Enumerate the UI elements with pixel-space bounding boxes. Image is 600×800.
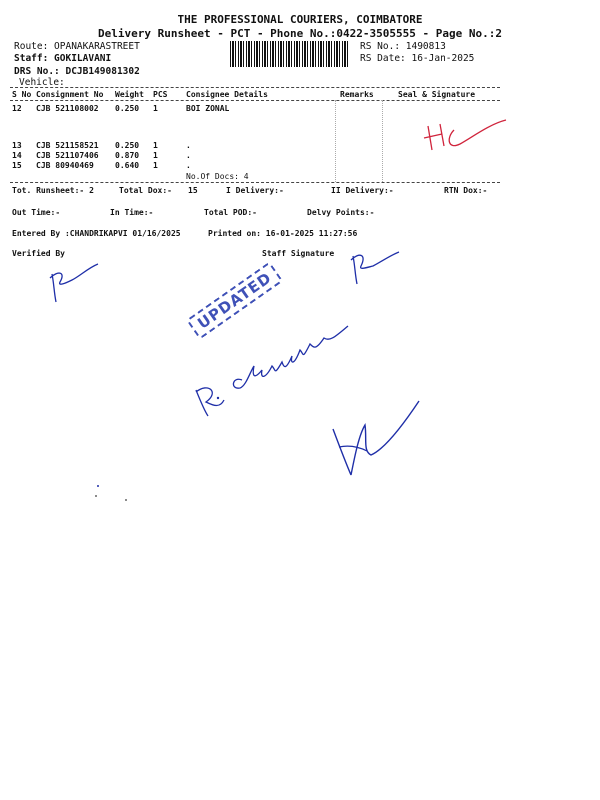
ink-marks [92, 480, 142, 504]
entered-by: Entered By :CHANDRIKAPVI 01/16/2025 [12, 229, 181, 238]
col-divider [382, 100, 383, 182]
table-row-consignment: CJB 80940469 [36, 161, 94, 170]
docs-count: No.Of Docs: 4 [186, 172, 249, 181]
table-row-pcs: 1 [153, 151, 158, 160]
table-row-sno: 13 [12, 141, 22, 150]
col-header-sno: S No [12, 90, 32, 99]
table-row-sno: 12 [12, 104, 22, 113]
company-title: THE PROFESSIONAL COURIERS, COIMBATORE [177, 13, 423, 26]
in-time: In Time:- [110, 208, 154, 217]
table-row-consignment: CJB 521108002 [36, 104, 99, 113]
total-dox-label: Total Dox:- [119, 186, 172, 195]
vehicle-label: Vehicle: [19, 77, 65, 88]
total-runsheet: Tot. Runsheet:- 2 [12, 186, 94, 195]
col-header-remarks: Remarks [340, 90, 374, 99]
table-row-details: . [186, 151, 191, 160]
table-row-consignment: CJB 521107406 [36, 151, 99, 160]
col-header-pcs: PCS [153, 90, 168, 99]
second-delivery: II Delivery:- [331, 186, 394, 195]
route-label: Route: OPANAKARASTREET [14, 41, 140, 52]
verified-signature [42, 262, 102, 306]
red-signature [420, 116, 520, 156]
col-divider [335, 100, 336, 182]
col-header-details: Consignee Details [186, 90, 268, 99]
verified-by: Verified By [12, 249, 65, 258]
drs-number: DRS No.: DCJB149081302 [14, 66, 140, 77]
stamp-label: UPDATED [186, 261, 283, 339]
table-row-sno: 14 [12, 151, 22, 160]
rs-number: RS No.: 1490813 [360, 41, 446, 52]
table-row-weight: 0.870 [115, 151, 140, 160]
table-row-pcs: 1 [153, 141, 158, 150]
total-pod: Total POD:- [204, 208, 257, 217]
table-row-details: BOI ZONAL [186, 104, 230, 113]
large-signature [325, 395, 425, 485]
table-header-rule [10, 100, 500, 101]
printed-on: Printed on: 16-01-2025 11:27:56 [208, 229, 358, 238]
first-delivery: I Delivery:- [226, 186, 284, 195]
table-row-details: . [186, 141, 191, 150]
col-header-weight: Weight [115, 90, 144, 99]
table-row-details: . [186, 161, 191, 170]
table-row-weight: 0.250 [115, 141, 140, 150]
barcode [230, 41, 350, 67]
rs-date: RS Date: 16-Jan-2025 [360, 53, 475, 64]
table-row-pcs: 1 [153, 161, 158, 170]
staff-label: Staff: GOKILAVANI [14, 53, 112, 64]
col-header-consignment: Consignment No [36, 90, 104, 99]
runsheet-subtitle: Delivery Runsheet - PCT - Phone No.:0422-3505555 - Page No.:2 [98, 27, 502, 40]
table-bottom-rule [10, 182, 500, 183]
staff-signature [345, 248, 405, 288]
staff-signature-label: Staff Signature [262, 249, 335, 258]
table-row-weight: 0.250 [115, 104, 140, 113]
rtn-dox: RTN Dox:- [444, 186, 488, 195]
delivery-points: Delvy Points:- [307, 208, 375, 217]
col-header-seal: Seal & Signature [398, 90, 476, 99]
table-row-pcs: 1 [153, 104, 158, 113]
out-time: Out Time:- [12, 208, 61, 217]
table-row-sno: 15 [12, 161, 22, 170]
table-row-consignment: CJB 521158521 [36, 141, 99, 150]
table-top-rule [10, 87, 500, 88]
total-dox-value: 15 [188, 186, 198, 195]
table-row-weight: 0.640 [115, 161, 140, 170]
